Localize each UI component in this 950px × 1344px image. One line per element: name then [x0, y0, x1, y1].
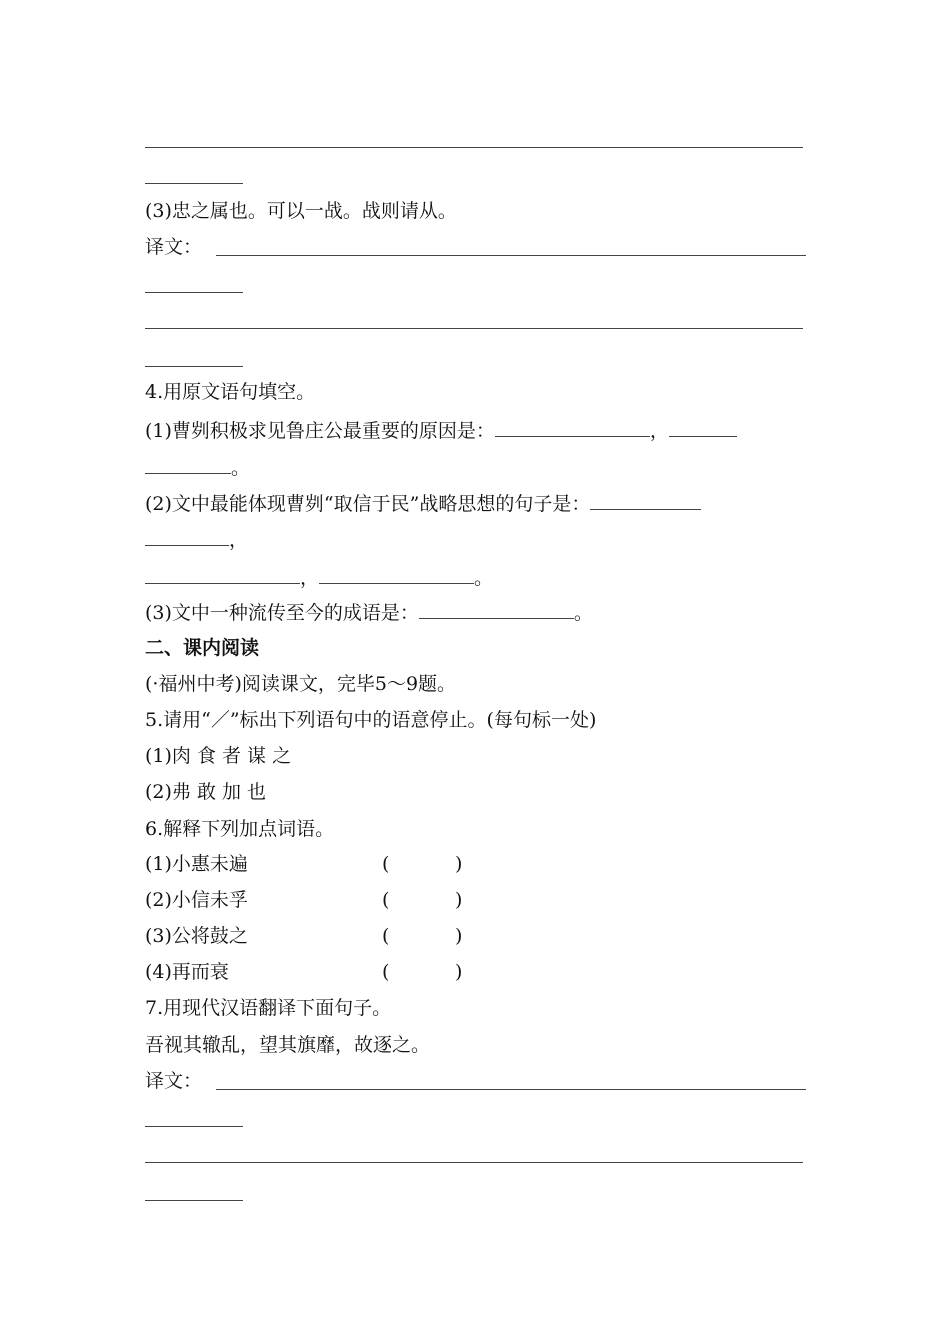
- question-item-continued: [145, 565, 493, 590]
- item-text: (4)再而衰: [145, 961, 229, 983]
- answer-line[interactable]: [145, 292, 243, 293]
- translation-label: 译文：: [145, 236, 203, 258]
- punctuation: ，: [649, 420, 669, 442]
- definition-row: [145, 960, 485, 984]
- answer-line[interactable]: [145, 183, 243, 184]
- question-item-continued: [145, 527, 248, 552]
- paren-close: ): [455, 853, 463, 875]
- item-text: (1)小惠未遍: [145, 853, 248, 875]
- punctuation: ，: [300, 567, 320, 589]
- question-title: 4.用原文语句填空。: [145, 381, 316, 403]
- answer-blank[interactable]: [145, 455, 231, 474]
- item-text: (1)曹刿积极求见鲁庄公最重要的原因是：: [145, 420, 495, 442]
- item-text: (2)文中最能体现曹刿“取信于民”战略思想的句子是：: [145, 493, 591, 515]
- question-item: (2)弗 敢 加 也: [145, 781, 267, 803]
- answer-line[interactable]: [145, 1162, 803, 1163]
- question-title: 6.解释下列加点词语。: [145, 818, 335, 840]
- item-text: (2)小信未孚: [145, 889, 248, 911]
- answer-blank[interactable]: [419, 600, 574, 619]
- question-item: [145, 491, 701, 516]
- answer-line[interactable]: [145, 1200, 243, 1201]
- paren-close: ): [455, 889, 463, 911]
- paren-close: ): [455, 961, 463, 983]
- answer-blank[interactable]: [319, 565, 474, 584]
- punctuation: 。: [474, 567, 494, 589]
- answer-blank[interactable]: [145, 565, 300, 584]
- paren-open: (: [382, 961, 390, 983]
- paren-open: (: [382, 853, 390, 875]
- paren-open: (: [382, 889, 390, 911]
- answer-blank[interactable]: [590, 491, 701, 510]
- definition-row: [145, 852, 485, 876]
- answer-line[interactable]: [145, 1126, 243, 1127]
- question-title: 5.请用“／”标出下列语句中的语意停止。(每句标一处): [145, 709, 597, 731]
- translation-label: 译文：: [145, 1070, 203, 1092]
- question-item: [145, 418, 737, 443]
- definition-row: [145, 888, 485, 912]
- question-sentence: 吾视其辙乱，望其旗靡，故逐之。: [145, 1034, 431, 1056]
- paren-open: (: [382, 925, 390, 947]
- punctuation: 。: [573, 602, 593, 624]
- punctuation: 。: [231, 457, 251, 479]
- question-item: (1)肉 食 者 谋 之: [145, 745, 292, 767]
- item-text: (3)公将鼓之: [145, 925, 248, 947]
- punctuation: ，: [229, 529, 249, 551]
- question-title: 7.用现代汉语翻译下面句子。: [145, 997, 392, 1019]
- definition-row: [145, 924, 485, 948]
- question-item: [145, 600, 593, 625]
- answer-line[interactable]: [145, 147, 803, 148]
- answer-blank[interactable]: [669, 418, 737, 437]
- answer-line[interactable]: [216, 255, 806, 256]
- answer-line[interactable]: [145, 328, 803, 329]
- answer-blank[interactable]: [145, 527, 229, 546]
- answer-line[interactable]: [216, 1089, 806, 1090]
- answer-blank[interactable]: [495, 418, 650, 437]
- question-item-continued: [145, 455, 250, 480]
- item-text: (3)文中一种流传至今的成语是：: [145, 602, 419, 624]
- paren-close: ): [455, 925, 463, 947]
- section-heading: 二、课内阅读: [145, 637, 260, 659]
- section-intro: (·福州中考)阅读课文，完毕5～9题。: [145, 673, 457, 695]
- answer-line[interactable]: [145, 366, 243, 367]
- question-sentence: (3)忠之属也。可以一战。战则请从。: [145, 200, 457, 222]
